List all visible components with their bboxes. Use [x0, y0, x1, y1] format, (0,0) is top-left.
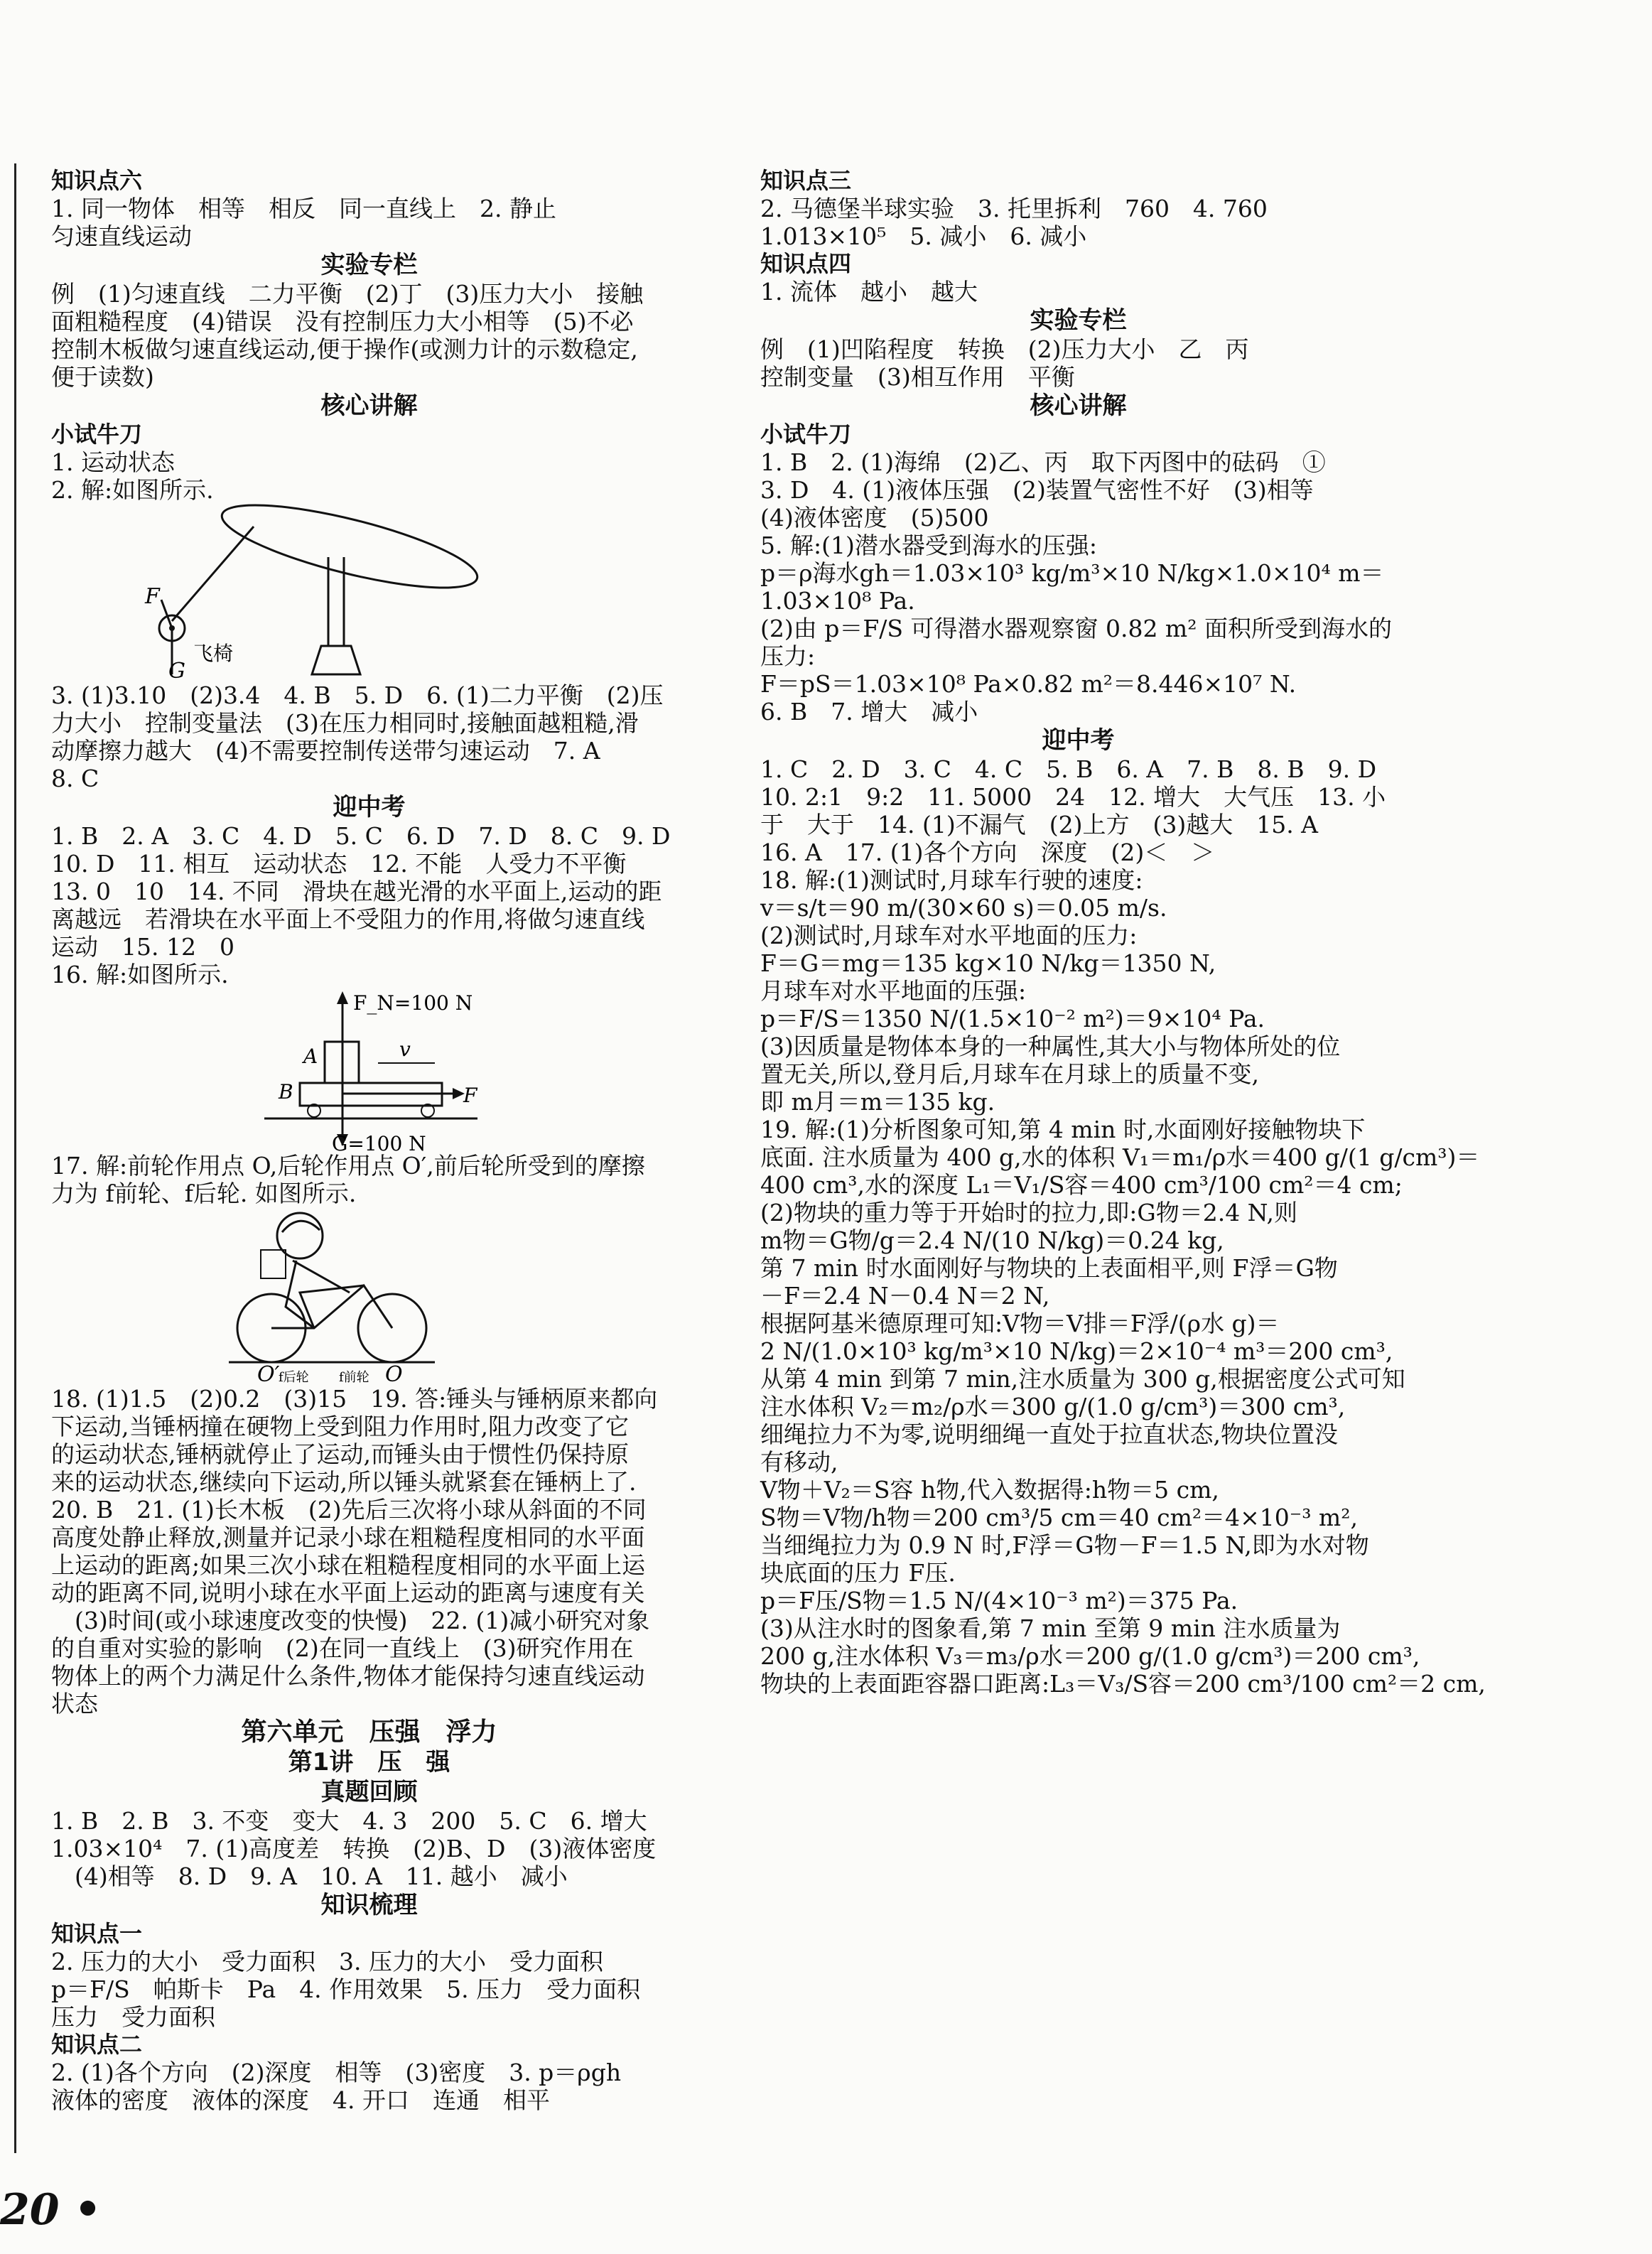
text-line: 1. 流体 越小 越大: [760, 278, 978, 306]
section-heading: 真题回顾: [320, 1778, 418, 1806]
text-line: (4)相等 8. D 9. A 10. A 11. 越小 减小: [51, 1862, 568, 1890]
text-line: 1. B 2. A 3. C 4. D 5. C 6. D 7. D 8. C 9. D: [51, 822, 671, 850]
left-column: [51, 167, 687, 2114]
section-heading: 核心讲解: [320, 392, 418, 420]
subsection-heading: 知识点四: [760, 250, 852, 277]
text-line: 2. 解:如图所示.: [51, 476, 214, 504]
text-line: 18. (1)1.5 (2)0.2 (3)15 19. 答:锤头与锤柄原来都向: [51, 1385, 658, 1413]
text-line: 6. B 7. 增大 减小: [760, 698, 978, 726]
fig2-f: F: [463, 1084, 477, 1107]
fig3-o1: O′: [257, 1362, 280, 1387]
text-line: 2. 压力的大小 受力面积 3. 压力的大小 受力面积: [51, 1948, 603, 1975]
page-number: 20 •: [0, 2185, 102, 2235]
text-line: 月球车对水平地面的压强:: [760, 977, 1027, 1005]
text-line: 控制木板做匀速直线运动,便于操作(或测力计的示数稳定,: [51, 335, 638, 363]
left-block-4: [51, 1385, 687, 2114]
text-line: 高度处静止释放,测量并记录小球在粗糙程度相同的水平面: [51, 1524, 645, 1551]
text-line: 上运动的距离;如果三次小球在粗糙程度相同的水平面上运: [51, 1551, 646, 1579]
fig2-a: A: [303, 1045, 318, 1068]
text-line: 400 cm³,水的深度 L₁＝V₁/S容＝400 cm³/100 cm²＝4 cm;: [760, 1171, 1403, 1199]
text-line: 控制变量 (3)相互作用 平衡: [760, 363, 1075, 391]
text-line: 例 (1)凹陷程度 转换 (2)压力大小 乙 丙: [760, 335, 1249, 363]
cart-force-diagram: [51, 988, 477, 1155]
text-line: F＝pS＝1.03×10⁸ Pa×0.82 m²＝8.446×10⁷ N.: [760, 670, 1297, 698]
text-line: 17. 解:前轮作用点 O,后轮作用点 O′,前后轮所受到的摩擦: [51, 1152, 645, 1180]
section-heading: 第1讲 压 强: [288, 1748, 450, 1776]
text-line: 19. 解:(1)分析图象可知,第 4 min 时,水面刚好接触物块下: [760, 1116, 1366, 1143]
text-line: 注水体积 V₂＝m₂/ρ水＝300 g/(1.0 g/cm³)＝300 cm³,: [760, 1393, 1346, 1420]
text-line: 便于读数): [51, 363, 154, 391]
text-line: 动的距离不同,说明小球在水平面上运动的距离与速度有关: [51, 1579, 645, 1607]
text-line: 力大小 控制变量法 (3)在压力相同时,接触面越粗糙,滑: [51, 709, 639, 737]
text-line: 动摩擦力越大 (4)不需要控制传送带匀速运动 7. A: [51, 737, 600, 765]
flying-chair-figure: [51, 504, 687, 684]
text-line: p＝F压/S物＝1.5 N/(4×10⁻³ m²)＝375 Pa.: [760, 1587, 1238, 1614]
text-line: 18. 解:(1)测试时,月球车行驶的速度:: [760, 866, 1143, 894]
text-line: 压力:: [760, 642, 816, 670]
text-line: (3)从注水时的图象看,第 7 min 至第 9 min 注水质量为: [760, 1614, 1341, 1642]
text-line: 1. B 2. (1)海绵 (2)乙、丙 取下丙图中的砝码 ①: [760, 448, 1326, 476]
text-line: 底面. 注水质量为 400 g,水的体积 V₁＝m₁/ρ水＝400 g/(1 g/cm³)＝: [760, 1143, 1480, 1171]
text-line: 置无关,所以,登月后,月球车在月球上的质量不变,: [760, 1060, 1259, 1088]
text-line: 物体上的两个力满足什么条件,物体才能保持匀速直线运动: [51, 1662, 645, 1690]
fig2-b: B: [279, 1080, 293, 1104]
text-line: 即 m月＝m＝135 kg.: [760, 1088, 995, 1116]
fig1-label-seat: 飞椅: [193, 642, 234, 665]
text-line: 10. 2:1 9:2 11. 5000 24 12. 增大 大气压 13. 小: [760, 783, 1386, 811]
text-line: 5. 解:(1)潜水器受到海水的压强:: [760, 532, 1097, 559]
text-line: 2. (1)各个方向 (2)深度 相等 (3)密度 3. p＝ρgh: [51, 2059, 622, 2086]
text-line: 3. (1)3.10 (2)3.4 4. B 5. D 6. (1)二力平衡 (2)压: [51, 681, 664, 709]
subsection-heading: 知识点六: [51, 167, 143, 194]
text-line: 来的运动状态,继续向下运动,所以锤头就紧套在锤柄上了.: [51, 1468, 637, 1496]
text-line: －F＝2.4 N－0.4 N＝2 N,: [760, 1282, 1050, 1310]
section-heading: 迎中考: [1042, 726, 1115, 755]
text-line: 3. D 4. (1)液体压强 (2)装置气密性不好 (3)相等: [760, 476, 1314, 504]
text-line: 力为 f前轮、f后轮. 如图所示.: [51, 1180, 357, 1207]
text-line: S物＝V物/h物＝200 cm³/5 cm＝40 cm²＝4×10⁻³ m²,: [760, 1504, 1358, 1531]
section-heading: 第六单元 压强 浮力: [241, 1718, 497, 1747]
text-line: F＝G＝mg＝135 kg×10 N/kg＝1350 N,: [760, 949, 1216, 977]
text-line: 13. 0 10 14. 不同 滑块在越光滑的水平面上,运动的距: [51, 878, 662, 905]
subsection-heading: 知识点二: [51, 2031, 143, 2058]
text-line: (2)测试时,月球车对水平地面的压力:: [760, 922, 1138, 949]
margin-rule: [14, 163, 16, 2153]
text-line: (3)因质量是物体本身的一种属性,其大小与物体所处的位: [760, 1032, 1341, 1060]
text-line: (2)由 p＝F/S 可得潜水器观察窗 0.82 m² 面积所受到海水的: [760, 615, 1392, 642]
bicycle-diagram: [51, 1207, 477, 1385]
text-line: (3)时间(或小球速度改变的快慢) 22. (1)减小研究对象: [51, 1607, 650, 1634]
text-line: 200 g,注水体积 V₃＝m₃/ρ水＝200 g/(1.0 g/cm³)＝200 cm³,: [760, 1642, 1420, 1670]
text-line: p＝F/S＝1350 N/(1.5×10⁻² m²)＝9×10⁴ Pa.: [760, 1005, 1265, 1032]
text-line: 1.013×10⁵ 5. 减小 6. 减小: [760, 222, 1087, 250]
text-line: m物＝G物/g＝2.4 N/(10 N/kg)＝0.24 kg,: [760, 1226, 1224, 1254]
section-heading: 实验专栏: [1030, 306, 1127, 335]
text-line: 状态: [51, 1690, 98, 1718]
text-line: 压力 受力面积: [51, 2003, 215, 2031]
fig2-fn: F_N=100 N: [353, 991, 473, 1015]
text-line: 第 7 min 时水面刚好与物块的上表面相平,则 F浮＝G物: [760, 1254, 1338, 1282]
text-line: v＝s/t＝90 m/(30×60 s)＝0.05 m/s.: [760, 894, 1167, 922]
fig3-ff: f前轮: [339, 1370, 369, 1385]
text-line: 1. 同一物体 相等 相反 同一直线上 2. 静止: [51, 195, 556, 222]
fig2-v: v: [399, 1037, 411, 1061]
fig1-label-f: F: [145, 584, 160, 609]
text-line: 1. C 2. D 3. C 4. C 5. B 6. A 7. B 8. B 9. D: [760, 755, 1377, 783]
left-block-3: [51, 1152, 687, 1207]
subsection-heading: 小试牛刀: [51, 421, 143, 448]
text-line: 20. B 21. (1)长木板 (2)先后三次将小球从斜面的不同: [51, 1496, 647, 1524]
text-line: 块底面的压力 F压.: [760, 1559, 956, 1587]
flying-chair-diagram: [51, 504, 449, 684]
text-line: 1. B 2. B 3. 不变 变大 4. 3 200 5. C 6. 增大: [51, 1807, 647, 1835]
text-line: 1. 运动状态: [51, 448, 175, 476]
text-line: 1.03×10⁴ 7. (1)高度差 转换 (2)B、D (3)液体密度: [51, 1835, 657, 1862]
text-line: 1.03×10⁸ Pa.: [760, 587, 915, 615]
section-heading: 核心讲解: [1030, 392, 1127, 420]
right-block-1: [760, 167, 1486, 1698]
text-line: 例 (1)匀速直线 二力平衡 (2)丁 (3)压力大小 接触: [51, 280, 644, 308]
text-line: 8. C: [51, 765, 99, 792]
text-line: 的自重对实验的影响 (2)在同一直线上 (3)研究作用在: [51, 1634, 634, 1662]
text-line: 当细绳拉力为 0.9 N 时,F浮＝G物－F＝1.5 N,即为水对物: [760, 1531, 1369, 1559]
text-line: 10. D 11. 相互 运动状态 12. 不能 人受力不平衡: [51, 850, 627, 878]
fig1-label-g: G: [168, 659, 185, 684]
subsection-heading: 知识点三: [760, 167, 852, 194]
text-line: 离越远 若滑块在水平面上不受阻力的作用,将做匀速直线: [51, 905, 645, 933]
text-line: 液体的密度 液体的深度 4. 开口 连通 相平: [51, 2086, 550, 2114]
text-line: V物＋V₂＝S容 h物,代入数据得:h物＝5 cm,: [760, 1476, 1219, 1504]
left-block-2: [51, 681, 687, 988]
text-line: 从第 4 min 到第 7 min,注水质量为 300 g,根据密度公式可知: [760, 1365, 1405, 1393]
text-line: p＝F/S 帕斯卡 Pa 4. 作用效果 5. 压力 受力面积: [51, 1975, 641, 2003]
text-line: 的运动状态,锤柄就停止了运动,而锤头由于惯性仍保持原: [51, 1440, 629, 1468]
text-line: 运动 15. 12 0: [51, 933, 234, 961]
text-line: 2 N/(1.0×10³ kg/m³×10 N/kg)＝2×10⁻⁴ m³＝200 cm³,: [760, 1337, 1393, 1365]
left-block-1: [51, 167, 687, 504]
text-line: 物块的上表面距容器口距离:L₃＝V₃/S容＝200 cm³/100 cm²＝2 cm,: [760, 1670, 1486, 1698]
fig3-o2: O: [385, 1362, 403, 1387]
text-line: 根据阿基米德原理可知:V物＝V排＝F浮/(ρ水 g)＝: [760, 1310, 1280, 1337]
section-heading: 实验专栏: [320, 251, 418, 279]
cart-force-figure: [51, 988, 687, 1155]
text-line: 2. 马德堡半球实验 3. 托里拆利 760 4. 760: [760, 195, 1268, 222]
bicycle-figure: [51, 1207, 687, 1385]
text-line: 下运动,当锤柄撞在硬物上受到阻力作用时,阻力改变了它: [51, 1413, 629, 1440]
text-line: 16. A 17. (1)各个方向 深度 (2)＜ ＞: [760, 838, 1215, 866]
subsection-heading: 小试牛刀: [760, 421, 852, 448]
text-line: 面粗糙程度 (4)错误 没有控制压力大小相等 (5)不必: [51, 308, 634, 335]
text-line: (2)物块的重力等于开始时的拉力,即:G物＝2.4 N,则: [760, 1199, 1297, 1226]
text-line: 有移动,: [760, 1448, 838, 1476]
text-line: (4)液体密度 (5)500: [760, 504, 989, 532]
text-line: 于 大于 14. (1)不漏气 (2)上方 (3)越大 15. A: [760, 811, 1319, 838]
text-line: 匀速直线运动: [51, 222, 192, 250]
fig3-fb: f后轮: [279, 1370, 309, 1385]
text-line: 细绳拉力不为零,说明细绳一直处于拉直状态,物块位置没: [760, 1420, 1338, 1448]
right-column: [760, 167, 1486, 1698]
section-heading: 知识梳理: [320, 1891, 418, 1919]
text-line: p＝ρ海水gh＝1.03×10³ kg/m³×10 N/kg×1.0×10⁴ m＝: [760, 559, 1384, 587]
subsection-heading: 知识点一: [51, 1920, 143, 1947]
section-heading: 迎中考: [333, 793, 406, 821]
text-line: 16. 解:如图所示.: [51, 961, 229, 988]
fig2-g: G=100 N: [332, 1132, 426, 1155]
